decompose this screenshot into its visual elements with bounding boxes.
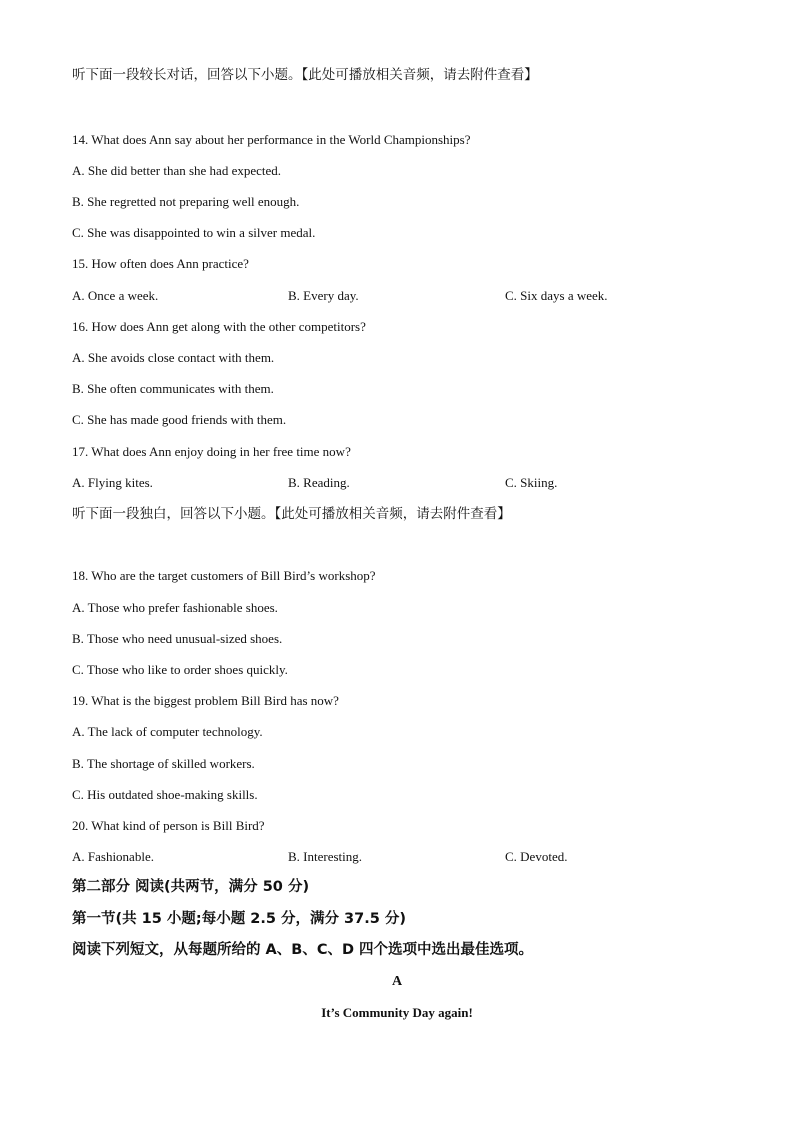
reading-instruction: 阅读下列短文，从每题所给的 A、B、C、D 四个选项中选出最佳选项。 <box>72 942 534 958</box>
question-18-option-b: B. Those who need unusual-sized shoes. <box>72 631 283 646</box>
question-19-option-c: C. His outdated shoe-making skills. <box>72 787 258 802</box>
question-15: 15. How often does Ann practice? <box>72 256 249 271</box>
question-18-option-a: A. Those who prefer fashionable shoes. <box>72 600 278 615</box>
question-14-option-a: A. She did better than she had expected. <box>72 163 282 178</box>
question-15-option-b: B. Every day. <box>288 288 359 303</box>
question-15-option-a: A. Once a week. <box>72 288 159 303</box>
question-20-option-b: B. Interesting. <box>288 849 363 864</box>
passage-letter: A <box>391 974 403 989</box>
question-16-option-a: A. She avoids close contact with them. <box>72 350 275 365</box>
question-17-option-a: A. Flying kites. <box>72 475 153 490</box>
question-19-option-b: B. The shortage of skilled workers. <box>72 756 255 771</box>
section-one-subtitle: 第一节(共 15 小题;每小题 2.5 分，满分 37.5 分) <box>72 911 406 927</box>
passage-title: It’s Community Day again! <box>321 1005 473 1020</box>
question-16: 16. How does Ann get along with the other competitors? <box>72 319 366 334</box>
question-14-option-c: C. She was disappointed to win a silver medal. <box>72 225 316 240</box>
listening-instruction-monologue: 听下面一段独白，回答以下小题。【此处可播放相关音频，请去附件查看】 <box>72 506 511 522</box>
question-20: 20. What kind of person is Bill Bird? <box>72 818 265 833</box>
question-14-option-b: B. She regretted not preparing well enough. <box>72 194 300 209</box>
question-18: 18. Who are the target customers of Bill Bird’s workshop? <box>72 568 376 583</box>
question-17: 17. What does Ann enjoy doing in her free time now? <box>72 444 351 459</box>
question-19-option-a: A. The lack of computer technology. <box>72 724 263 739</box>
question-20-option-c: C. Devoted. <box>505 849 568 864</box>
question-16-option-c: C. She has made good friends with them. <box>72 412 287 427</box>
question-19: 19. What is the biggest problem Bill Bird has now? <box>72 693 339 708</box>
question-20-option-a: A. Fashionable. <box>72 849 154 864</box>
part-two-title: 第二部分 阅读(共两节，满分 50 分) <box>72 879 310 895</box>
question-17-option-c: C. Skiing. <box>505 475 558 490</box>
question-18-option-c: C. Those who like to order shoes quickly. <box>72 662 288 677</box>
listening-instruction-dialogue: 听下面一段较长对话，回答以下小题。【此处可播放相关音频，请去附件查看】 <box>72 67 538 83</box>
question-17-option-b: B. Reading. <box>288 475 350 490</box>
question-14: 14. What does Ann say about her performance in the World Championships? <box>72 132 471 147</box>
question-15-option-c: C. Six days a week. <box>505 288 608 303</box>
question-16-option-b: B. She often communicates with them. <box>72 381 274 396</box>
